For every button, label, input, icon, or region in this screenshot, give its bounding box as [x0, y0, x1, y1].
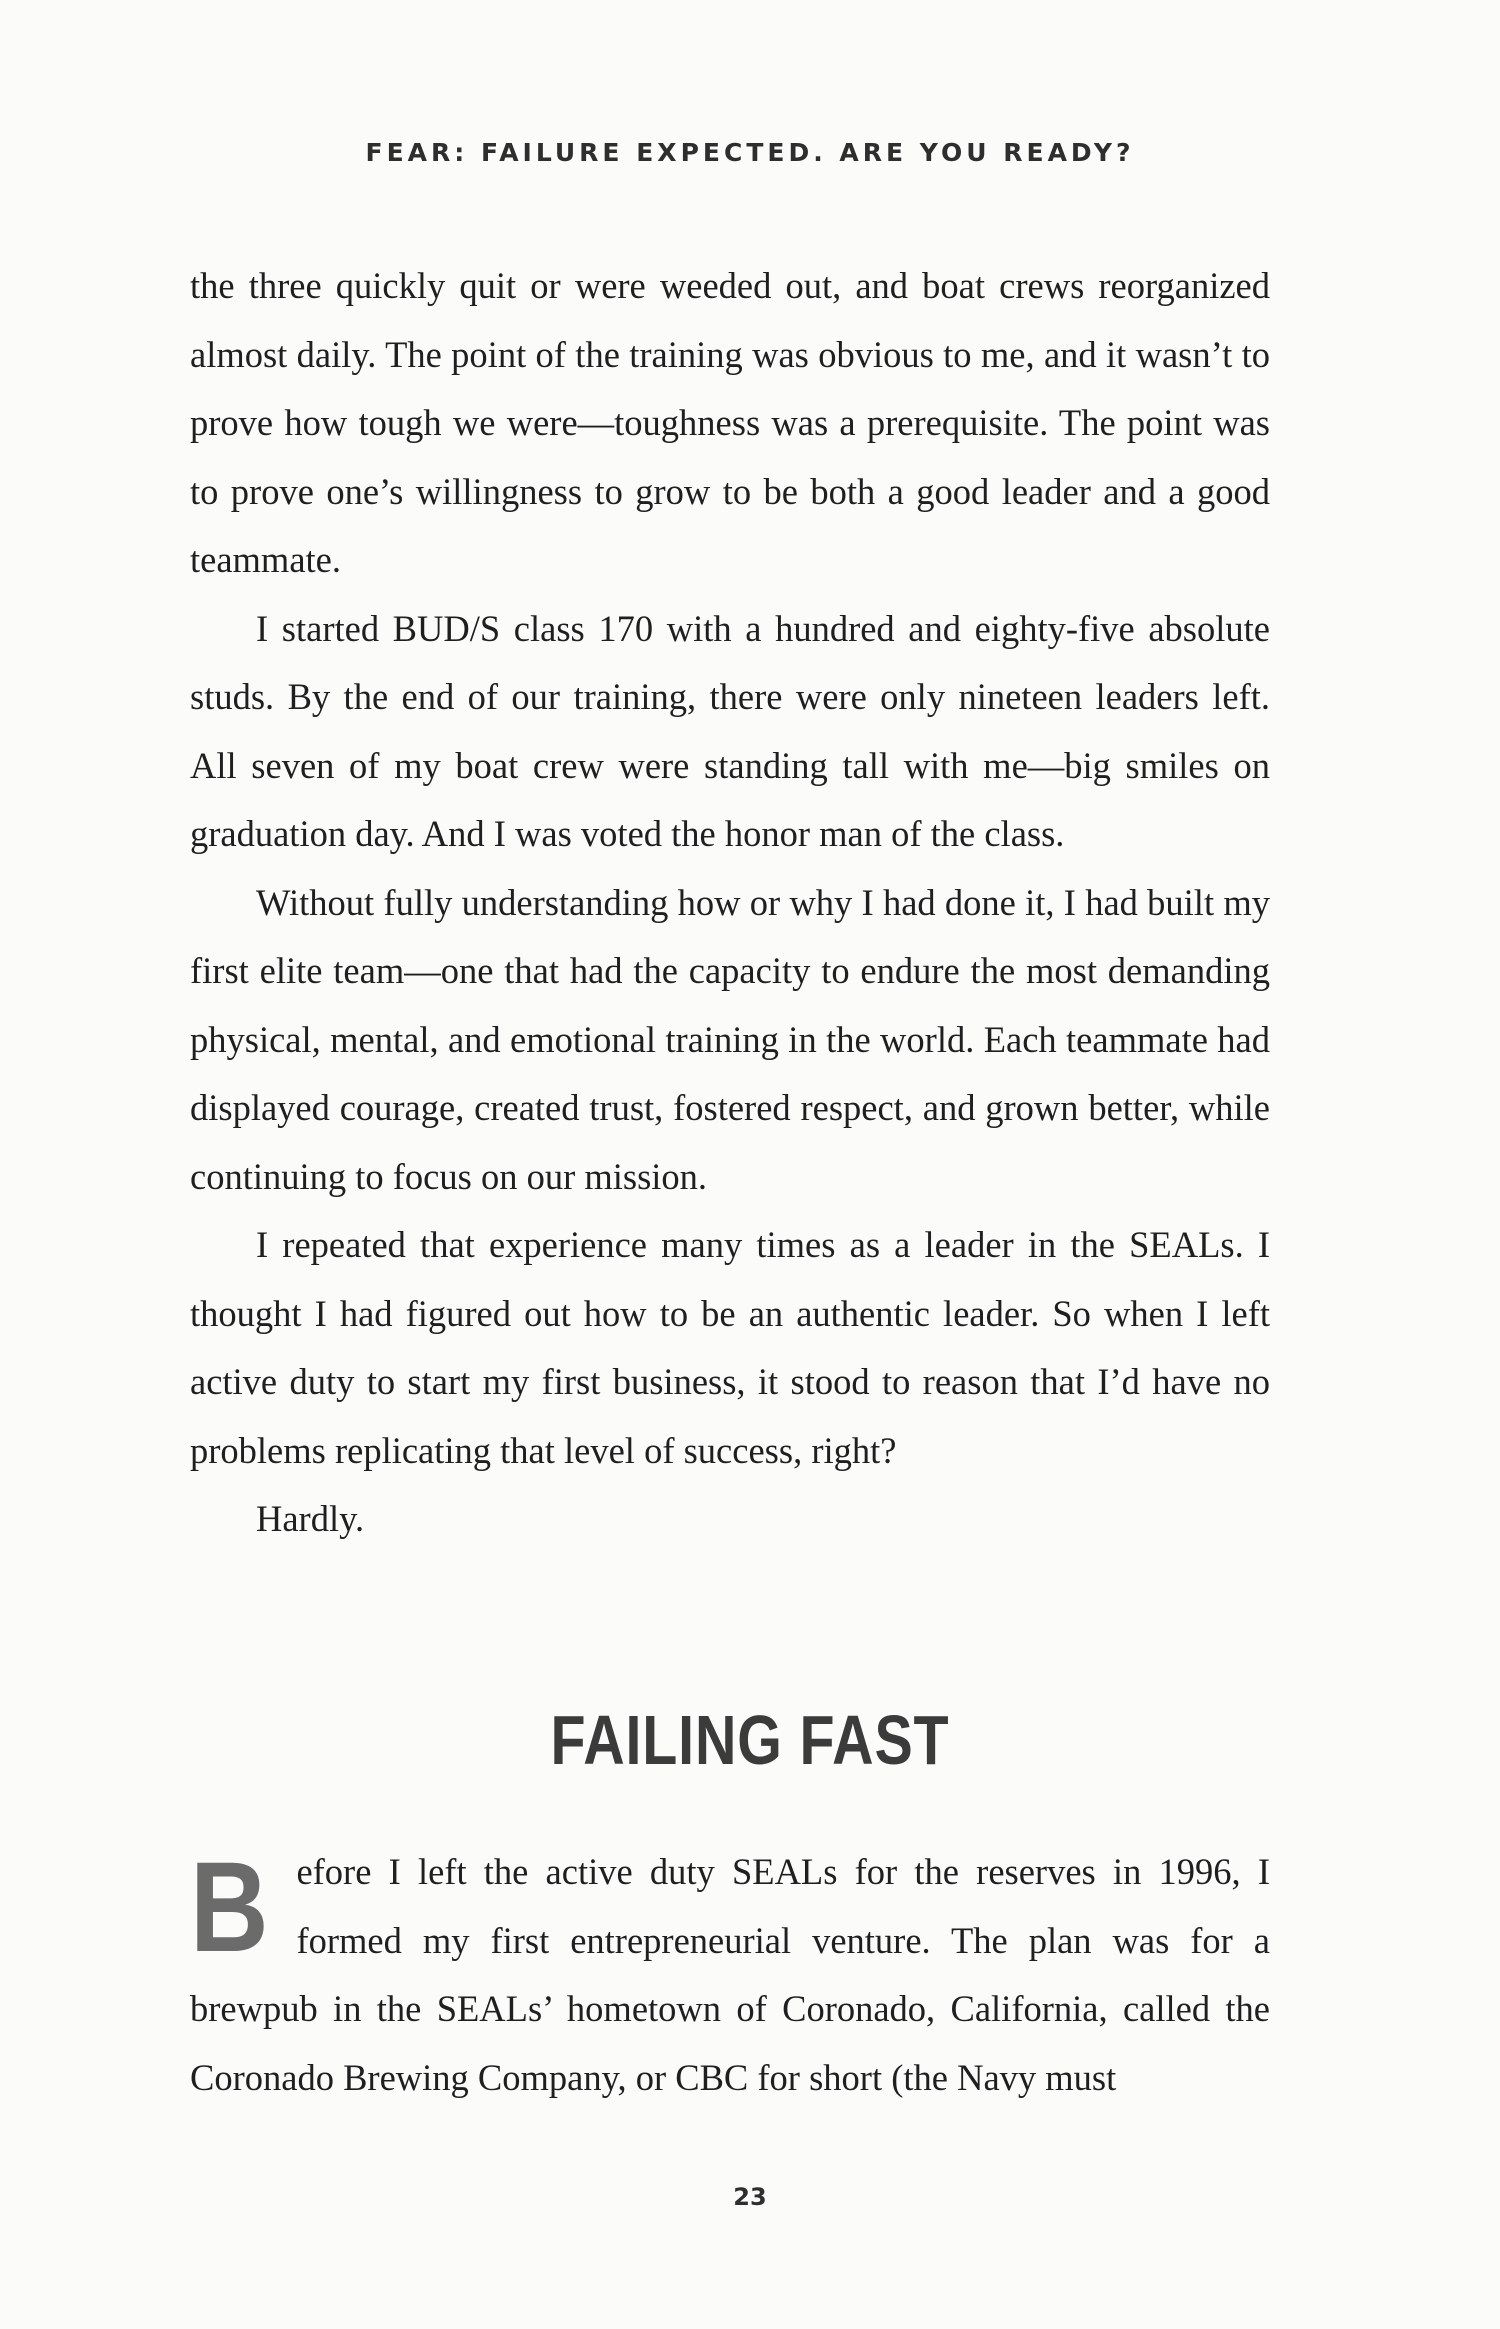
paragraph: Hardly.: [256, 1498, 365, 1539]
paragraph: I repeated that experience many times as a leader in the SEALs. I thought I had figured out how to be an authentic leader. So when I left active duty to start my first business, it stood to reason that I’d have no problems replicating that level of success, right?: [190, 1224, 1270, 1471]
paragraph: the three quickly quit or were weeded out, and boat crews reorganized almost daily. The point of the training was obvious to me, and it wasn’t to prove how tough we were—toughness was a prerequisite. The point was to prove one’s willingness to grow to be both a good leader and a good teammate.: [190, 265, 1270, 580]
section-paragraph-text: efore I left the active duty SEALs for the reserves in 1996, I formed my first entrepreneurial venture. The plan was for a brewpub in the SEALs’ hometown of Coronado, California, called the Coronado Brewing Company, or CBC for short (the Navy must: [190, 1851, 1270, 2098]
section-paragraph: [190, 1838, 1270, 2112]
section-text: [190, 1838, 1270, 2112]
section-heading: FAILING FAST: [550, 1701, 950, 1779]
paragraph: I started BUD/S class 170 with a hundred and eighty-five absolute studs. By the end of our training, there were only nineteen leaders left. All seven of my boat crew were standing tall with me—big smiles on graduation day. And I was voted the honor man of the class.: [190, 607, 1270, 854]
page-number: 23: [733, 2183, 767, 2211]
running-head: FEAR: FAILURE EXPECTED. ARE YOU READY?: [365, 138, 1135, 167]
drop-cap: B: [190, 1836, 269, 1979]
body-text: [190, 252, 1270, 1554]
paragraph: Without fully understanding how or why I had done it, I had built my first elite team—one that had the capacity to endure the most demanding physical, mental, and emotional training in the world. Each teammate had displayed courage, created trust, fostered respect, and grown better, while continuing to focus on our mission.: [190, 881, 1270, 1197]
